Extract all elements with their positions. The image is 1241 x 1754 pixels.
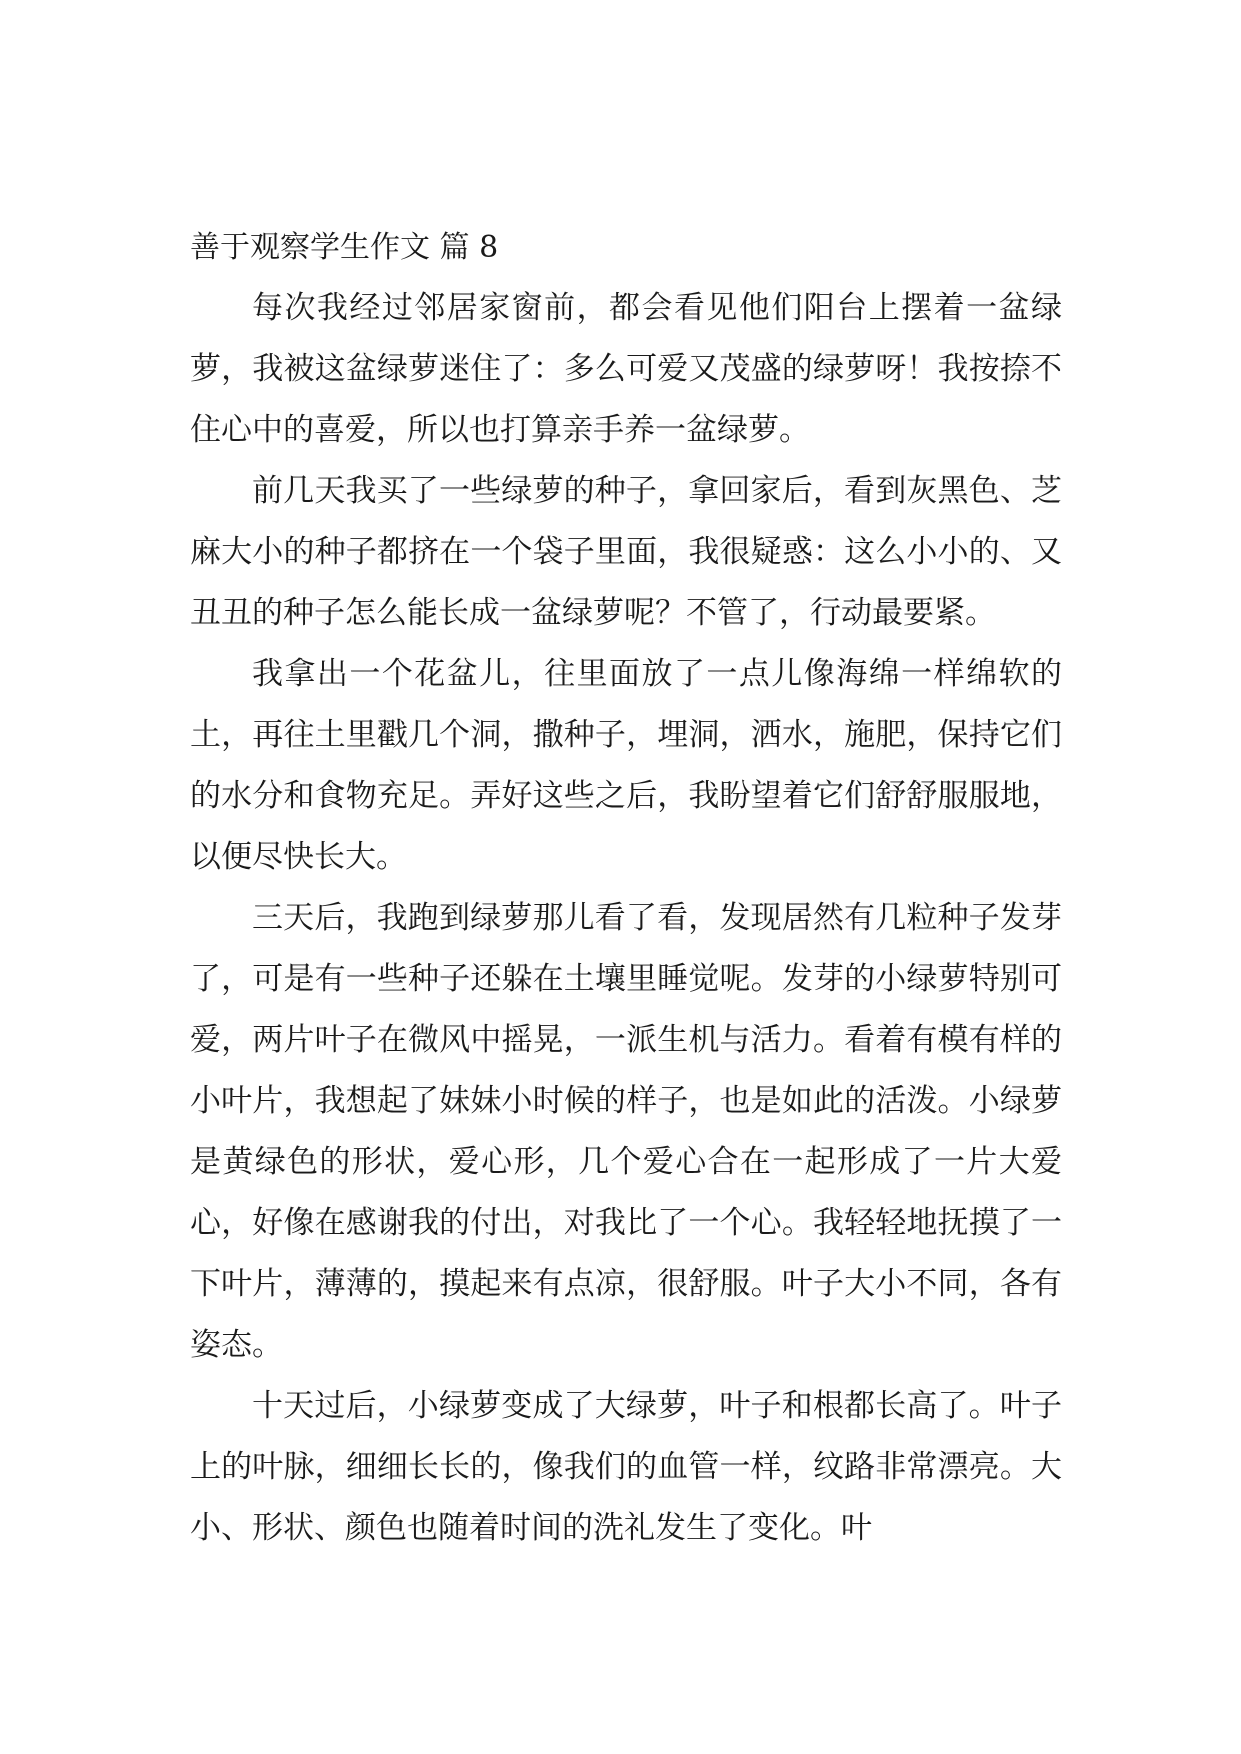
document-body: [190, 218, 1062, 1559]
paragraph-5: 十天过后，小绿萝变成了大绿萝，叶子和根都长高了。叶子上的叶脉，细细长长的，像我们的血管一样，纹路非常漂亮。大小、形状、颜色也随着时间的洗礼发生了变化。叶: [190, 1388, 1062, 1546]
paragraph-4: 三天后，我跑到绿萝那儿看了看，发现居然有几粒种子发芽了，可是有一些种子还躲在土壤里睡觉呢。发芽的小绿萝特别可爱，两片叶子在微风中摇晃，一派生机与活力。看着有模有样的小叶片，我想起了妹妹小时候的样子，也是如此的活泼。小绿萝是黄绿色的形状，爱心形，几个爱心合在一起形成了一片大爱心，好像在感谢我的付出，对我比了一个心。我轻轻地抚摸了一下叶片，薄薄的，摸起来有点凉，很舒服。叶子大小不同，各有姿态。: [190, 900, 1062, 1363]
paragraph-2: 前几天我买了一些绿萝的种子，拿回家后，看到灰黑色、芝麻大小的种子都挤在一个袋子里面，我很疑惑：这么小小的、又丑丑的种子怎么能长成一盆绿萝呢？不管了，行动最要紧。: [190, 473, 1062, 631]
essay-title: 善于观察学生作文 篇 8: [190, 230, 499, 265]
paragraph-3: 我拿出一个花盆儿，往里面放了一点儿像海绵一样绵软的土，再往土里戳几个洞，撒种子，埋洞，洒水，施肥，保持它们的水分和食物充足。弄好这些之后，我盼望着它们舒舒服服地，以便尽快长大。: [190, 656, 1062, 875]
paragraph-1: 每次我经过邻居家窗前，都会看见他们阳台上摆着一盆绿萝，我被这盆绿萝迷住了：多么可爱又茂盛的绿萝呀！我按捺不住心中的喜爱，所以也打算亲手养一盆绿萝。: [190, 290, 1062, 448]
